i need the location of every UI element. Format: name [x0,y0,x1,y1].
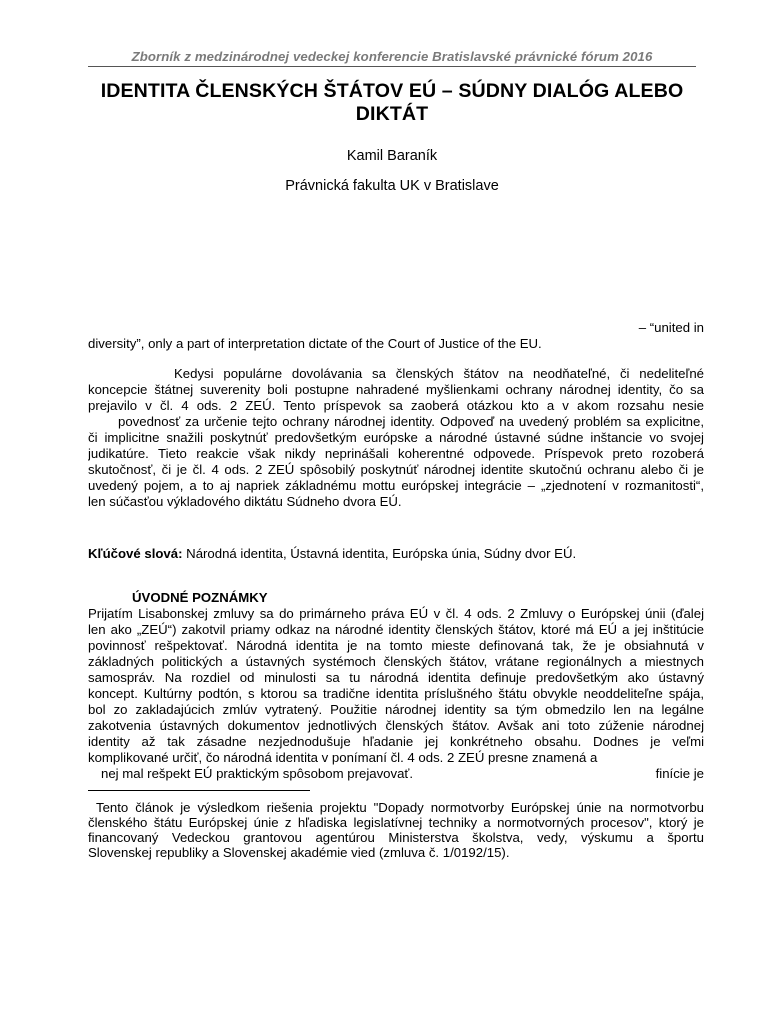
intro-line-fragment: finície je [655,766,704,781]
intro-line: základných politických a ústavných systémoch členských štátov, vrátane regionálnych a miestnych [88,654,704,669]
keywords-text: Národná identita, Ústavná identita, Európska únia, Súdny dvor EÚ. [182,546,577,561]
abstract-line: skutočnosť, či je čl. 4 ods. 2 ZEÚ spôsobilý poskytnúť národnej identite skutočnú ochranu alebo či je [88,462,704,477]
intro-line: zakotvenia ústavných dokumentov jednotlivých členských štátov. Avšak ani toto zúženie národnej [88,718,704,733]
abstract-line: judikatúre. Tieto reakcie však nikdy neprinášali koherentné odpovede. Príspevok preto rozoberá [88,446,704,461]
author-name: Kamil Baraník [346,148,438,164]
footnote-rule [88,790,310,791]
footnote-line: Tento článok je výsledkom riešenia projektu "Dopady normotvorby Európskej únie na normotvorbu [96,800,704,815]
running-header: Zborník z medzinárodnej vedeckej konferencie Bratislavské právnické fórum 2016 [131,49,653,64]
abstract-line: koncepcie štátnej suverenity boli postupne nahradené myšlienkami ochrany národnej identity, čo sa [88,382,704,397]
footnote-line: Slovenskej republiky a Slovenskej akadémie vied (zmluva č. 1/0192/15). [88,845,510,860]
intro-line: bol zo zakladajúcich zmlúv vytratený. Použitie národnej identity sa tým obmedzilo len na legálne [88,702,704,717]
paper-title: IDENTITA ČLENSKÝCH ŠTÁTOV EÚ – SÚDNY DIALÓG ALEBO DIKTÁT [100,80,684,125]
keywords-label: Kľúčové slová: [88,546,183,561]
keywords [88,546,704,562]
footnote-line: financovaný Vedeckou grantovou agentúrou Ministerstva školstva, vedy, výskumu a športu [88,830,704,845]
intro-line: samospráv. Na rozdiel od minulosti sa tu národná identita definuje predovšetkým ako ústavný [88,670,704,685]
header-rule [88,66,696,67]
intro-line: identity až tak zásadne nezjednodušuje hľadanie jej konkrétneho obsahu. Dodnes je veľmi [88,734,704,749]
intro-line: koncept. Kultúrny podtón, s ktorou sa tradične identita príslušného štátu obvykle neoddeliteľne spája, [88,686,704,701]
abstract-line: Kedysi populárne dovolávania sa členských štátov na neodňateľné, či nedeliteľné [174,366,704,381]
intro-line: komplikované určiť, čo národná identita v ponímaní čl. 4 ods. 2 ZEÚ presne znamená a [88,750,598,765]
intro-line: nej mal rešpekt EÚ praktickým spôsobom prejavovať. [101,766,414,781]
intro-line: Prijatím Lisabonskej zmluvy sa do primárneho práva EÚ v čl. 4 ods. 2 Zmluvy o Európskej únii (ďalej [88,606,704,621]
footnote-line: členského štátu Európskej únie z hľadiska legislatívnej techniky a normotvorných procesov", ktorý je [88,815,704,830]
intro-line: len ako „ZEÚ“) zakotvil priamy odkaz na národné identity členských štátov, ktoré má EÚ a jej inštitúcie [88,622,704,637]
author-affiliation: Právnická fakulta UK v Bratislave [285,178,499,194]
abstract-en-line: – “united in [638,320,704,335]
abstract-line: prejavilo v čl. 4 ods. 2 ZEÚ. Tento príspevok sa zaoberá otázkou kto a v akom rozsahu nesie [88,398,704,413]
abstract-line: uvedený pojem, a to aj napriek základnému mottu európskej integrácie – „zjednotení v rozmanitosti“, [88,478,704,493]
abstract-line: len súčasťou výkladového diktátu Súdneho dvora EÚ. [88,494,402,509]
abstract-line: či implicitne snažili poskytnúť predovšetkým európske a národné ústavné súdne inštancie vo svojej [88,430,704,445]
abstract-line: povednosť za určenie tejto ochrany národnej identity. Odpoveď na uvedený problém sa explicitne, [118,414,704,429]
abstract-en-line: diversity”, only a part of interpretation dictate of the Court of Justice of the EU. [88,336,542,351]
intro-line: povinnosť rešpektovať. Národná identita je na tomto mieste definovaná tak, že je obsiahnutá v [88,638,704,653]
section-heading: ÚVODNÉ POZNÁMKY [132,590,268,605]
